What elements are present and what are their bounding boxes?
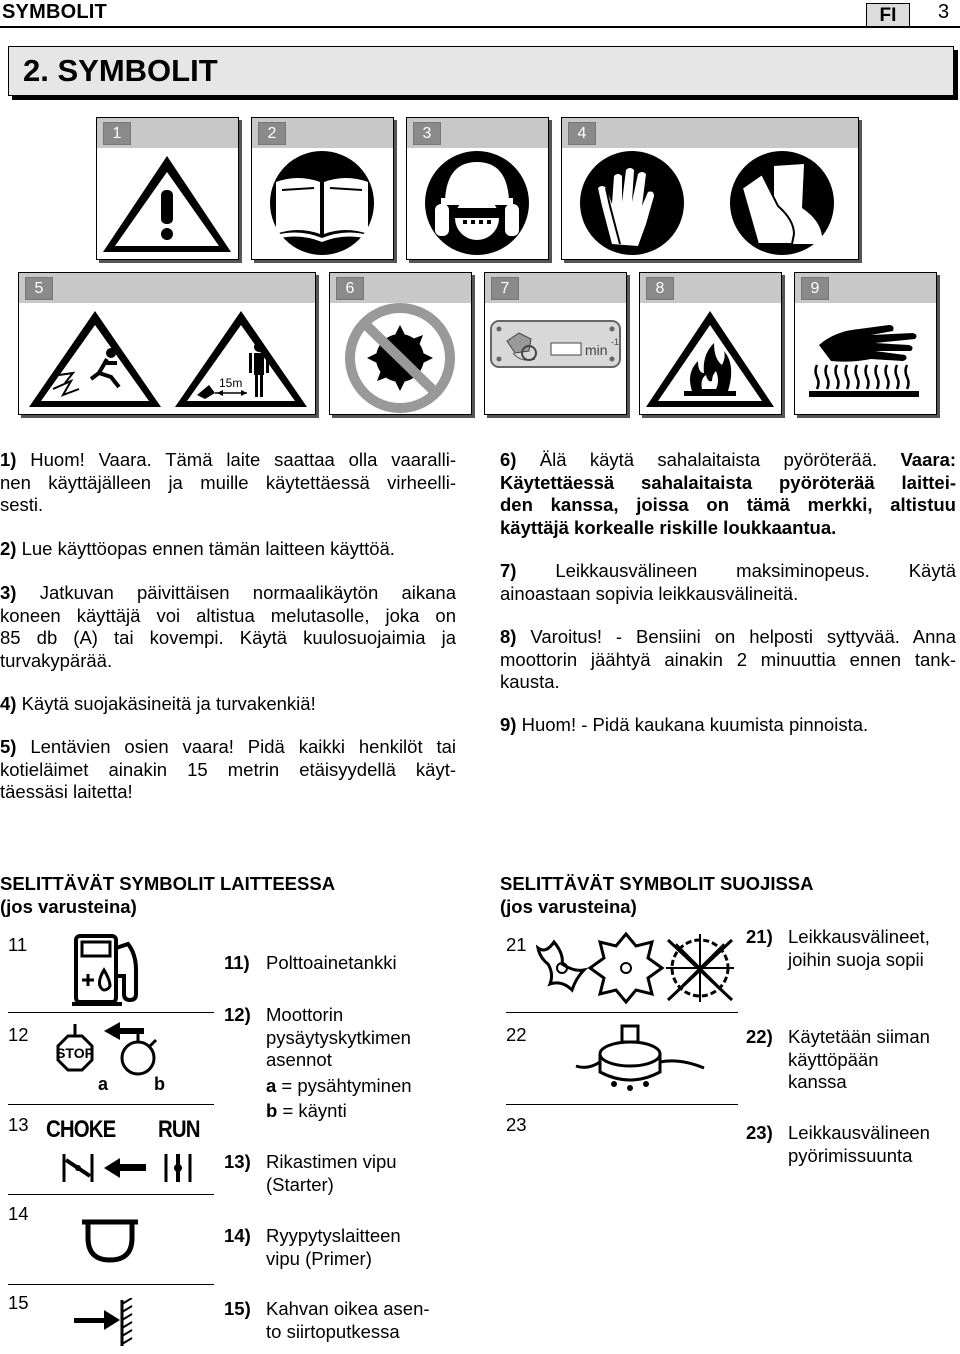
description-3 xyxy=(0,582,456,672)
row-number-23: 23 xyxy=(506,1114,527,1135)
position-b-label: b xyxy=(154,1074,165,1094)
description-number: 4) xyxy=(0,693,17,714)
panel-number: 3 xyxy=(413,122,441,145)
description-line: käyttäjä korkealle riskille loukkaantua. xyxy=(500,516,837,538)
description-line: sesti. xyxy=(0,494,44,515)
description-line: koneen käyttäjä voi altistua melutasolle, joka on xyxy=(0,604,456,626)
panel-number: 9 xyxy=(801,277,829,300)
description-line: den kanssa, joissa on tämä merkki, altistuu xyxy=(500,494,956,515)
guard-symbols-heading: SELITTÄVÄT SYMBOLIT SUOJISSA (jos varusteina) xyxy=(500,873,814,917)
description-number: 5) xyxy=(0,736,17,757)
choke-lever-icon xyxy=(56,1148,206,1188)
header-title: SYMBOLIT xyxy=(2,1,107,23)
symbol-panel-4 xyxy=(561,117,859,260)
symbol-panel-9 xyxy=(794,272,937,415)
row-divider xyxy=(8,1284,214,1285)
description-8 xyxy=(500,626,956,694)
row-divider xyxy=(506,1104,738,1105)
row-divider xyxy=(8,1012,214,1013)
description-9 xyxy=(500,714,956,737)
primer-bulb-icon xyxy=(80,1216,140,1266)
header-rule xyxy=(0,26,960,28)
description-line: nen käyttäjälleen ja muille käytettäessä virheelli- xyxy=(0,471,456,493)
row-number-12: 12 xyxy=(8,1024,29,1045)
symbol-panel-1 xyxy=(96,117,239,260)
row-divider xyxy=(8,1194,214,1195)
hot-surface-icon xyxy=(795,303,936,413)
description-line: Varoitus! - Bensiini on helposti syttyvää. Anna xyxy=(530,626,956,647)
read-manual-icon xyxy=(252,148,393,258)
description-line: Huom! - Pidä kaukana kuumista pinnoista. xyxy=(521,714,869,735)
gloves-icon xyxy=(562,148,703,258)
row-number-21: 21 xyxy=(506,934,527,955)
line-trimmer-head-icon xyxy=(570,1018,720,1098)
description-line: moottorin jäähtyä ainakin 2 minuuttia ennen tank- xyxy=(500,648,956,670)
rpm-unit-label: min xyxy=(585,342,608,358)
panel-number: 4 xyxy=(568,122,596,145)
description-line: täessäsi laitetta! xyxy=(0,781,133,802)
description-number: 8) xyxy=(500,626,517,647)
description-line: kotieläimet ainakin 15 metrin etäisyydellä käyt- xyxy=(0,758,456,780)
description-line: Käytä suojakäsineitä ja turvakenkiä! xyxy=(21,693,316,714)
symbol-panel-5 xyxy=(18,272,316,415)
panel-number: 7 xyxy=(491,277,519,300)
cutting-attachments-icon xyxy=(536,928,736,1008)
panel-number: 5 xyxy=(25,277,53,300)
safety-boots-icon xyxy=(712,148,853,258)
panel-number: 1 xyxy=(103,122,131,145)
flying-objects-warning-icon xyxy=(19,303,315,413)
symbol-panel-8 xyxy=(639,272,782,415)
description-line: Lue käyttöopas ennen tämän laitteen käyttöä. xyxy=(21,538,395,559)
description-6 xyxy=(500,449,956,539)
description-line: Jatkuvan päivittäisen normaalikäytön aikana xyxy=(39,582,456,603)
panel-number: 8 xyxy=(646,277,674,300)
description-line: kausta. xyxy=(500,671,560,692)
symbol-panel-7 xyxy=(484,272,627,415)
description-line: Leikkausvälineen maksiminopeus. Käytä xyxy=(555,560,957,581)
description-warning: Vaara: xyxy=(900,449,957,470)
row-number-22: 22 xyxy=(506,1024,527,1045)
description-4 xyxy=(0,693,456,716)
description-line: 85 db (A) tai kovempi. Käytä kuulosuojaimia ja xyxy=(0,627,456,648)
description-number: 6) xyxy=(500,449,517,470)
max-speed-plate-icon xyxy=(485,303,626,413)
symbol-panel-2 xyxy=(251,117,394,260)
description-line: Huom! Vaara. Tämä laite saattaa olla vaaralli- xyxy=(30,449,456,470)
description-5 xyxy=(0,736,456,804)
row-number-13: 13 xyxy=(8,1114,29,1135)
flammable-warning-icon xyxy=(640,303,781,413)
row-divider xyxy=(8,1104,214,1105)
position-a-label: a xyxy=(98,1074,109,1094)
panel-number: 6 xyxy=(336,277,364,300)
symbol-panel-6 xyxy=(329,272,472,415)
description-7 xyxy=(500,560,956,605)
helmet-ear-protection-icon xyxy=(407,148,548,258)
device-symbols-heading: SELITTÄVÄT SYMBOLIT LAITTEESSA (jos varusteina) xyxy=(0,873,336,917)
description-line: Älä käytä sahalaitaista pyöröterää. xyxy=(539,449,878,470)
description-number: 7) xyxy=(500,560,517,581)
panel-number: 2 xyxy=(258,122,286,145)
distance-label: 15m xyxy=(219,376,243,390)
description-number: 3) xyxy=(0,582,17,603)
run-label: RUN xyxy=(158,1116,200,1143)
description-line: ainoastaan sopivia leikkausvälineitä. xyxy=(500,582,799,604)
choke-label: CHOKE xyxy=(46,1116,116,1143)
stop-label: STOP xyxy=(56,1045,94,1061)
row-number-15: 15 xyxy=(8,1292,29,1313)
fuel-pump-icon xyxy=(70,930,150,1010)
description-number: 2) xyxy=(0,538,17,559)
description-line: Käytettäessä sahalaitaista pyöröterää laittei- xyxy=(500,471,956,493)
no-saw-blade-icon xyxy=(330,303,471,413)
description-1 xyxy=(0,449,456,517)
rpm-exponent: -1 xyxy=(611,337,620,347)
page-number: 3 xyxy=(938,1,950,23)
description-line: Lentävien osien vaara! Pidä kaikki henkilöt tai xyxy=(30,736,457,757)
description-number: 9) xyxy=(500,714,517,735)
warning-triangle-icon xyxy=(97,148,238,258)
stop-switch-icon xyxy=(44,1018,174,1096)
row-number-11: 11 xyxy=(8,934,28,955)
section-title: 2. SYMBOLIT xyxy=(23,53,218,88)
row-divider xyxy=(506,1012,738,1013)
language-badge: FI xyxy=(866,3,910,27)
description-2 xyxy=(0,538,456,561)
row-number-14: 14 xyxy=(8,1203,29,1224)
section-title-bar xyxy=(8,46,954,96)
symbol-panel-3 xyxy=(406,117,549,260)
handle-position-icon xyxy=(70,1298,150,1348)
description-number: 1) xyxy=(0,449,17,470)
description-line: turvakypärää. xyxy=(0,649,113,671)
